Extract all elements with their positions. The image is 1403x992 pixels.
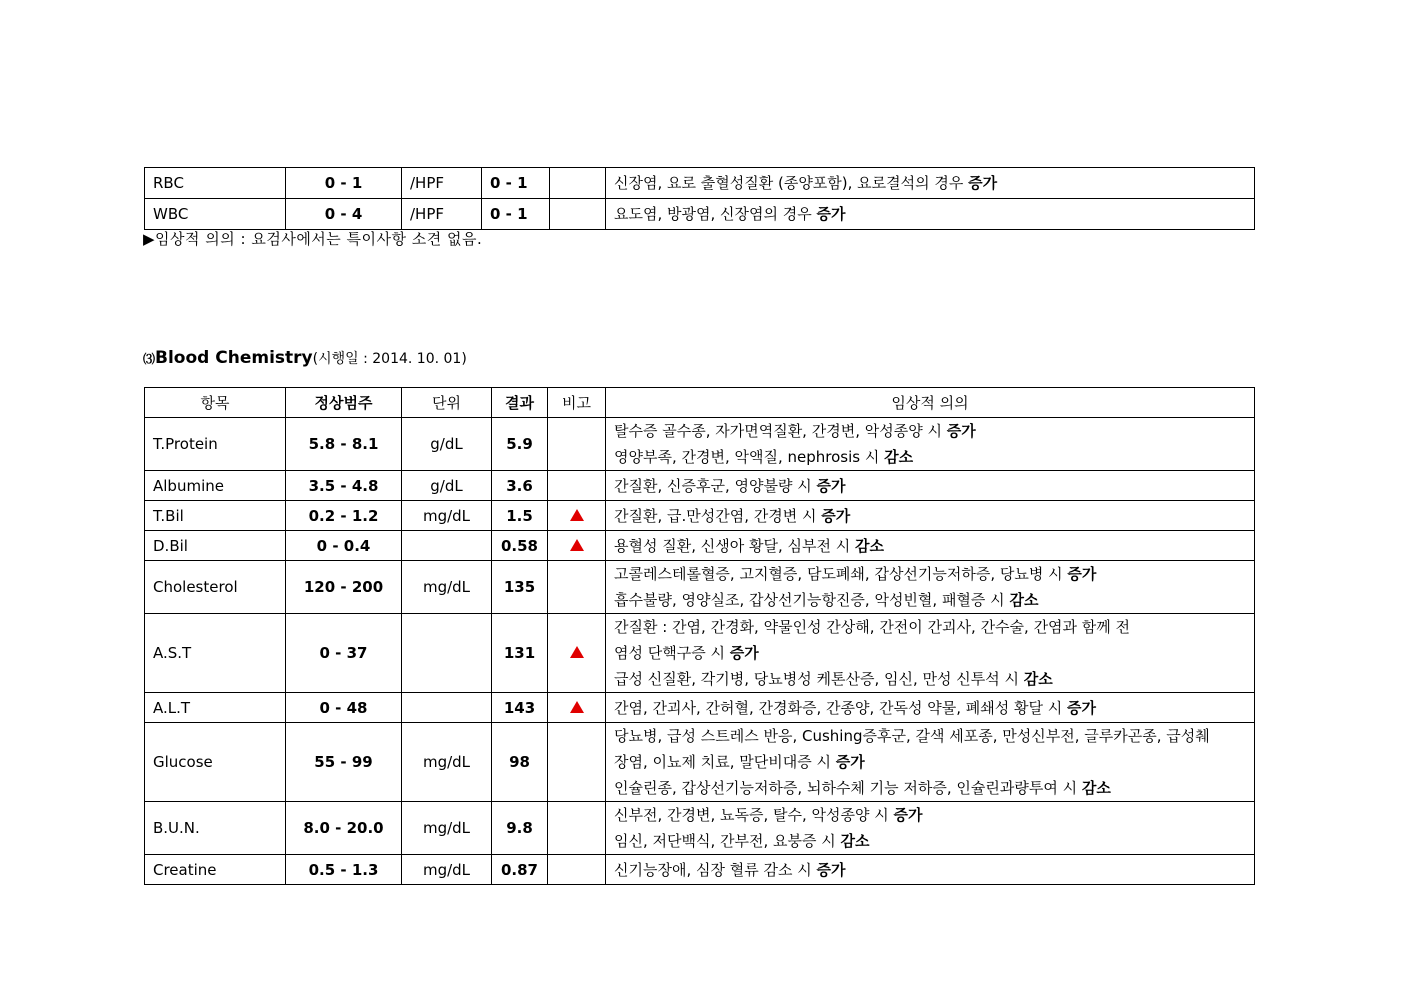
unit: mg/dL xyxy=(402,561,492,614)
meaning-line xyxy=(614,695,1246,721)
normal-range: 120 - 200 xyxy=(286,561,402,614)
unit xyxy=(402,614,492,693)
meaning-direction: 증가 xyxy=(816,860,846,879)
unit: /HPF xyxy=(402,168,482,199)
remark xyxy=(548,501,606,531)
urine-table xyxy=(144,167,1255,230)
remark xyxy=(548,723,606,802)
meaning-text: 간질환, 신증후군, 영양불량 시 xyxy=(614,476,812,495)
remark xyxy=(550,199,606,230)
meaning-direction: 증가 xyxy=(946,422,976,440)
meaning-line xyxy=(614,418,1246,444)
unit: mg/dL xyxy=(402,855,492,885)
clinical-meaning xyxy=(606,802,1255,855)
meaning-direction: 증가 xyxy=(1067,565,1097,583)
clinical-meaning xyxy=(606,199,1255,230)
clinical-meaning xyxy=(606,418,1255,471)
meaning-text: 용혈성 질환, 신생아 황달, 심부전 시 xyxy=(614,536,851,555)
section-number: ⑶ xyxy=(143,352,156,366)
meaning-text: 장염, 이뇨제 치료, 말단비대증 시 xyxy=(614,753,831,771)
meaning-text: 간염, 간괴사, 간허혈, 간경화증, 간종양, 간독성 약물, 폐쇄성 황달 시 xyxy=(614,698,1063,717)
clinical-meaning xyxy=(606,693,1255,723)
clinical-meaning xyxy=(606,471,1255,501)
meaning-line xyxy=(614,749,1246,775)
meaning-direction: 증가 xyxy=(821,506,851,525)
result: 0.87 xyxy=(492,855,548,885)
meaning-direction: 감소 xyxy=(1081,779,1111,797)
normal-range: 0 - 48 xyxy=(286,693,402,723)
meaning-line xyxy=(614,666,1246,692)
table-row xyxy=(145,802,1255,855)
meaning-text: 신부전, 간경변, 뇨독증, 탈수, 악성종양 시 xyxy=(614,806,889,824)
meaning-text: 신기능장애, 심장 혈류 감소 시 xyxy=(614,860,812,879)
unit xyxy=(402,531,492,561)
meaning-direction: 감소 xyxy=(1023,670,1053,688)
normal-range: 0.5 - 1.3 xyxy=(286,855,402,885)
meaning-line xyxy=(614,587,1246,613)
clinical-meaning xyxy=(606,168,1255,199)
normal-range: 0 - 1 xyxy=(286,168,402,199)
remark xyxy=(548,855,606,885)
header-item: 항목 xyxy=(145,388,286,418)
abnormal-high-triangle-icon xyxy=(570,509,584,521)
meaning-text: 임신, 저단백식, 간부전, 요붕증 시 xyxy=(614,832,836,850)
urine-clinical-note: ▶임상적 의의 : 요검사에서는 특이사항 소견 없음. xyxy=(143,230,483,248)
result: 135 xyxy=(492,561,548,614)
remark xyxy=(550,168,606,199)
meaning-text: 당뇨병, 급성 스트레스 반응, Cushing증후군, 갈색 세포종, 만성신부전, 글루카곤종, 급성췌 xyxy=(614,727,1210,745)
meaning-text: 흡수불량, 영양실조, 갑상선기능항진증, 악성빈혈, 패혈증 시 xyxy=(614,591,1005,609)
remark xyxy=(548,802,606,855)
header-remark: 비고 xyxy=(548,388,606,418)
item-name: Creatine xyxy=(145,855,286,885)
item-name: Albumine xyxy=(145,471,286,501)
meaning-line xyxy=(614,828,1246,854)
meaning-text: 급성 신질환, 각기병, 당뇨병성 케톤산증, 임신, 만성 신투석 시 xyxy=(614,670,1019,688)
meaning-direction: 감소 xyxy=(855,536,885,555)
meaning-text: 영양부족, 간경변, 악액질, nephrosis 시 xyxy=(614,448,880,466)
meaning-text: 요도염, 방광염, 신장염의 경우 xyxy=(614,205,812,223)
result: 98 xyxy=(492,723,548,802)
table-row xyxy=(145,418,1255,471)
clinical-meaning xyxy=(606,531,1255,561)
result: 3.6 xyxy=(492,471,548,501)
meaning-direction: 감소 xyxy=(1009,591,1039,609)
meaning-direction: 증가 xyxy=(729,644,759,662)
remark xyxy=(548,418,606,471)
result: 143 xyxy=(492,693,548,723)
meaning-direction: 감소 xyxy=(884,448,914,466)
meaning-line xyxy=(614,170,1246,196)
item-name: A.S.T xyxy=(145,614,286,693)
meaning-direction: 증가 xyxy=(816,476,846,495)
result: 5.9 xyxy=(492,418,548,471)
meaning-line xyxy=(614,640,1246,666)
item-name: B.U.N. xyxy=(145,802,286,855)
meaning-line xyxy=(614,201,1246,227)
table-row xyxy=(145,723,1255,802)
normal-range: 5.8 - 8.1 xyxy=(286,418,402,471)
clinical-meaning xyxy=(606,501,1255,531)
clinical-meaning xyxy=(606,723,1255,802)
meaning-line xyxy=(614,614,1246,640)
item-name: Cholesterol xyxy=(145,561,286,614)
item-name: WBC xyxy=(145,199,286,230)
abnormal-high-triangle-icon xyxy=(570,701,584,713)
meaning-direction: 증가 xyxy=(893,806,923,824)
meaning-text: 인슐린종, 갑상선기능저하증, 뇌하수체 기능 저하증, 인슐린과량투여 시 xyxy=(614,779,1078,797)
normal-range: 8.0 - 20.0 xyxy=(286,802,402,855)
clinical-meaning xyxy=(606,561,1255,614)
normal-range: 0 - 0.4 xyxy=(286,531,402,561)
unit xyxy=(402,693,492,723)
meaning-text: 간질환 : 간염, 간경화, 약물인성 간상해, 간전이 간괴사, 간수술, 간염과 함께 전 xyxy=(614,618,1131,636)
unit: /HPF xyxy=(402,199,482,230)
result: 9.8 xyxy=(492,802,548,855)
remark xyxy=(548,693,606,723)
section-date: (시행일 : 2014. 10. 01) xyxy=(312,351,467,367)
meaning-line xyxy=(614,802,1246,828)
table-row xyxy=(145,693,1255,723)
item-name: A.L.T xyxy=(145,693,286,723)
section-name: Blood Chemistry xyxy=(155,348,313,368)
meaning-line xyxy=(614,723,1246,749)
result: 0 - 1 xyxy=(482,168,550,199)
unit: mg/dL xyxy=(402,501,492,531)
table-row xyxy=(145,168,1255,199)
normal-range: 3.5 - 4.8 xyxy=(286,471,402,501)
meaning-line xyxy=(614,775,1246,801)
result: 0.58 xyxy=(492,531,548,561)
table-header-row xyxy=(145,388,1255,418)
unit: g/dL xyxy=(402,471,492,501)
clinical-meaning xyxy=(606,614,1255,693)
table-row xyxy=(145,199,1255,230)
meaning-line xyxy=(614,561,1246,587)
unit: mg/dL xyxy=(402,802,492,855)
header-unit: 단위 xyxy=(402,388,492,418)
normal-range: 0 - 37 xyxy=(286,614,402,693)
table-row xyxy=(145,471,1255,501)
meaning-line xyxy=(614,533,1246,559)
meaning-line xyxy=(614,503,1246,529)
meaning-direction: 감소 xyxy=(840,832,870,850)
item-name: T.Protein xyxy=(145,418,286,471)
item-name: RBC xyxy=(145,168,286,199)
meaning-direction: 증가 xyxy=(835,753,865,771)
meaning-text: 염성 단핵구증 시 xyxy=(614,644,725,662)
table-row xyxy=(145,531,1255,561)
abnormal-high-triangle-icon xyxy=(570,646,584,658)
remark xyxy=(548,531,606,561)
normal-range: 0.2 - 1.2 xyxy=(286,501,402,531)
meaning-line xyxy=(614,444,1246,470)
unit: mg/dL xyxy=(402,723,492,802)
header-normal-range: 정상범주 xyxy=(286,388,402,418)
header-clinical-meaning: 임상적 의의 xyxy=(606,388,1255,418)
meaning-text: 간질환, 급.만성간염, 간경변 시 xyxy=(614,506,817,525)
meaning-text: 탈수증 골수종, 자가면역질환, 간경변, 악성종양 시 xyxy=(614,422,942,440)
meaning-line xyxy=(614,857,1246,883)
remark xyxy=(548,471,606,501)
meaning-direction: 증가 xyxy=(816,205,846,223)
remark xyxy=(548,561,606,614)
meaning-text: 고콜레스테롤혈증, 고지혈증, 담도폐쇄, 갑상선기능저하증, 당뇨병 시 xyxy=(614,565,1063,583)
clinical-meaning xyxy=(606,855,1255,885)
unit: g/dL xyxy=(402,418,492,471)
meaning-direction: 증가 xyxy=(1067,698,1097,717)
result: 0 - 1 xyxy=(482,199,550,230)
item-name: Glucose xyxy=(145,723,286,802)
item-name: T.Bil xyxy=(145,501,286,531)
meaning-direction: 증가 xyxy=(968,174,998,192)
result: 131 xyxy=(492,614,548,693)
meaning-text: 신장염, 요로 출혈성질환 (종양포함), 요로결석의 경우 xyxy=(614,174,964,192)
meaning-line xyxy=(614,473,1246,499)
table-row xyxy=(145,614,1255,693)
abnormal-high-triangle-icon xyxy=(570,539,584,551)
remark xyxy=(548,614,606,693)
table-row xyxy=(145,855,1255,885)
item-name: D.Bil xyxy=(145,531,286,561)
normal-range: 55 - 99 xyxy=(286,723,402,802)
header-result: 결과 xyxy=(492,388,548,418)
section-title xyxy=(143,348,467,368)
table-row xyxy=(145,501,1255,531)
result: 1.5 xyxy=(492,501,548,531)
normal-range: 0 - 4 xyxy=(286,199,402,230)
blood-chemistry-table xyxy=(144,387,1255,885)
table-row xyxy=(145,561,1255,614)
